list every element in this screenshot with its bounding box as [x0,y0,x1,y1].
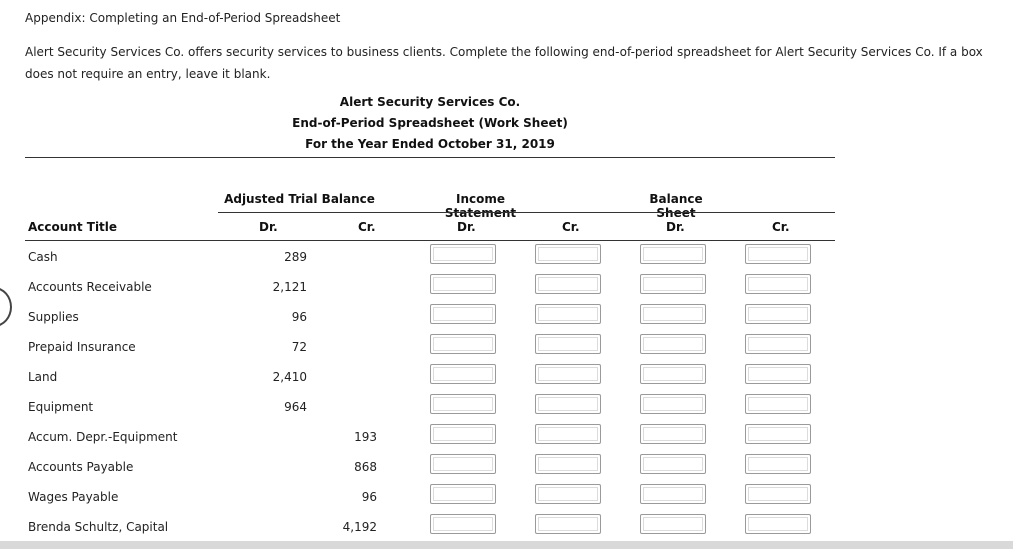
account-title: Supplies [28,310,79,324]
is-cr-input[interactable] [535,334,601,354]
table-row [25,392,835,422]
account-title: Equipment [28,400,94,414]
col-bs-dr: Dr. [666,220,685,234]
bs-dr-input[interactable] [640,454,706,474]
bs-cr-input[interactable] [745,394,811,414]
account-title: Accounts Receivable [28,280,152,294]
bs-cr-input[interactable] [745,334,811,354]
atb-dr-value: 2,121 [272,280,307,294]
group-balance-sheet: Balance Sheet [649,192,703,220]
is-dr-input[interactable] [430,274,496,294]
is-cr-input[interactable] [535,454,601,474]
atb-cr-value: 96 [361,490,377,504]
bs-dr-input[interactable] [640,424,706,444]
sheet-period: For the Year Ended October 31, 2019 [305,137,555,151]
is-dr-input[interactable] [430,514,496,534]
account-title: Brenda Schultz, Capital [28,520,169,534]
bs-cr-input[interactable] [745,514,811,534]
group-divider [218,212,835,213]
account-title: Cash [28,250,58,264]
is-cr-input[interactable] [535,514,601,534]
is-cr-input[interactable] [535,274,601,294]
table-row [25,242,835,272]
col-atb-cr: Cr. [358,220,376,234]
appendix-title: Appendix: Completing an End-of-Period Spreadsheet [25,11,341,25]
account-title: Prepaid Insurance [28,340,136,354]
bs-dr-input[interactable] [640,364,706,384]
bs-dr-input[interactable] [640,484,706,504]
is-cr-input[interactable] [535,394,601,414]
is-dr-input[interactable] [430,244,496,264]
group-adjusted-trial-balance: Adjusted Trial Balance [224,192,375,206]
bs-cr-input[interactable] [745,304,811,324]
table-row [25,422,835,452]
table-row [25,512,835,542]
is-cr-input[interactable] [535,304,601,324]
is-dr-input[interactable] [430,364,496,384]
bs-dr-input[interactable] [640,394,706,414]
table-row [25,452,835,482]
company-name: Alert Security Services Co. [339,95,521,109]
is-cr-input[interactable] [535,424,601,444]
group-income-statement: Income Statement [444,192,517,220]
bs-dr-input[interactable] [640,334,706,354]
sheet-title: End-of-Period Spreadsheet (Work Sheet) [292,116,568,130]
is-dr-input[interactable] [430,304,496,324]
atb-dr-value: 96 [291,310,307,324]
col-is-cr: Cr. [562,220,580,234]
bs-cr-input[interactable] [745,244,811,264]
bs-cr-input[interactable] [745,274,811,294]
col-bs-cr: Cr. [772,220,790,234]
table-row [25,332,835,362]
account-title: Accounts Payable [28,460,134,474]
horizontal-scrollbar[interactable] [0,541,1013,549]
bs-cr-input[interactable] [745,364,811,384]
heading-divider [25,157,835,158]
is-cr-input[interactable] [535,244,601,264]
bs-dr-input[interactable] [640,304,706,324]
is-dr-input[interactable] [430,424,496,444]
instructions-text: Alert Security Services Co. offers security services to business clients. Complete the following end-of-period spreadsheet for Alert Security Services Co. If a box does not require an entry, leave it blank. [25,45,983,81]
is-dr-input[interactable] [430,334,496,354]
atb-cr-value: 193 [354,430,377,444]
atb-cr-value: 868 [354,460,377,474]
atb-dr-value: 2,410 [272,370,307,384]
is-cr-input[interactable] [535,364,601,384]
radio-button[interactable] [0,287,12,327]
header-divider [25,240,835,241]
table-row [25,302,835,332]
account-title: Accum. Depr.-Equipment [28,430,178,444]
is-dr-input[interactable] [430,484,496,504]
table-row [25,272,835,302]
bs-cr-input[interactable] [745,454,811,474]
col-account-title: Account Title [28,220,118,234]
bs-dr-input[interactable] [640,274,706,294]
atb-dr-value: 289 [284,250,307,264]
bs-cr-input[interactable] [745,424,811,444]
atb-cr-value: 4,192 [342,520,377,534]
atb-dr-value: 72 [291,340,307,354]
bs-cr-input[interactable] [745,484,811,504]
col-is-dr: Dr. [457,220,476,234]
atb-dr-value: 964 [284,400,307,414]
is-cr-input[interactable] [535,484,601,504]
table-row [25,482,835,512]
is-dr-input[interactable] [430,394,496,414]
bs-dr-input[interactable] [640,514,706,534]
col-atb-dr: Dr. [259,220,278,234]
bs-dr-input[interactable] [640,244,706,264]
table-row [25,362,835,392]
account-title: Land [28,370,58,384]
account-title: Wages Payable [28,490,119,504]
is-dr-input[interactable] [430,454,496,474]
